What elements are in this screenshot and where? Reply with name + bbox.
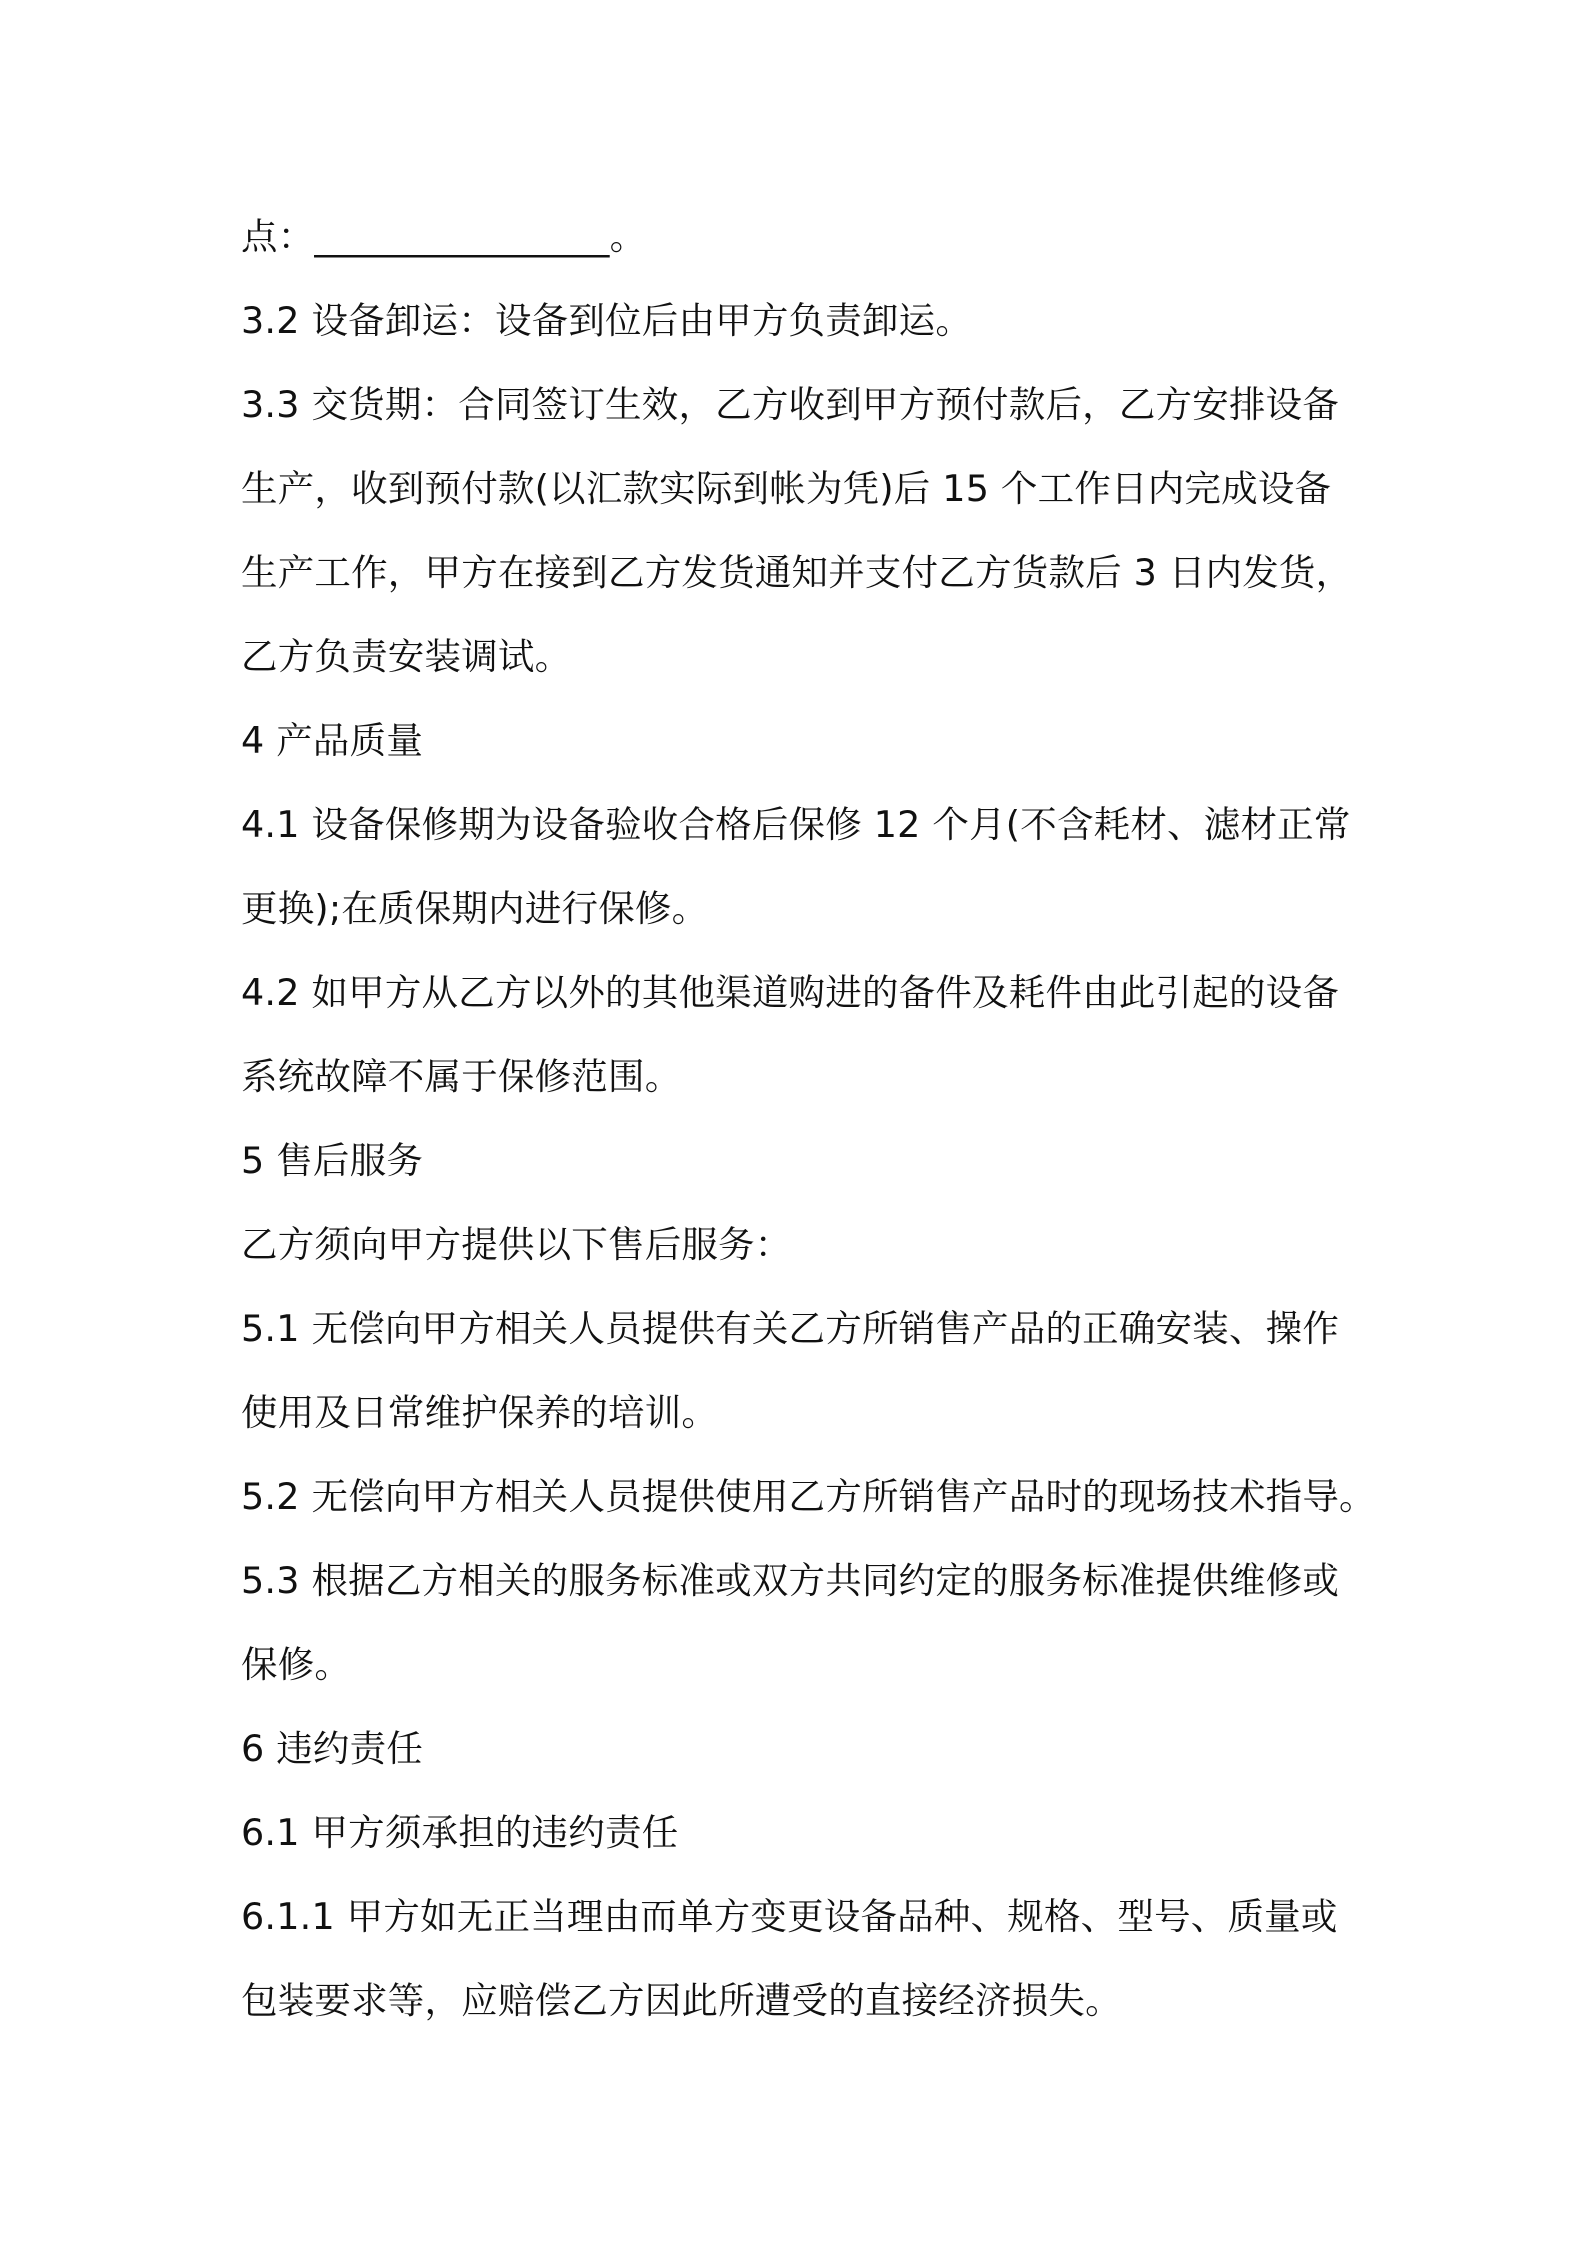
text-line-3-3-cont-3: 乙方负责安装调试。 <box>241 635 572 678</box>
text-line-5-intro: 乙方须向甲方提供以下售后服务： <box>241 1223 792 1266</box>
text-line-6-1: 6.1 甲方须承担的违约责任 <box>241 1811 679 1854</box>
document-body <box>241 195 1381 2043</box>
text-line-3-2: 3.2 设备卸运：设备到位后由甲方负责卸运。 <box>241 299 973 342</box>
text-line-3-3: 3.3 交货期：合同签订生效，乙方收到甲方预付款后，乙方安排设备 <box>241 383 1340 426</box>
text-line-5-1-cont: 使用及日常维护保养的培训。 <box>241 1391 719 1434</box>
section-heading-5: 5 售后服务 <box>241 1139 424 1182</box>
text-line-4-1: 4.1 设备保修期为设备验收合格后保修 12 个月(不含耗材、滤材正常 <box>241 803 1351 846</box>
text-line-delivery-location: 点：________________。 <box>241 215 647 258</box>
text-line-5-3-cont: 保修。 <box>241 1643 352 1686</box>
section-heading-4: 4 产品质量 <box>241 719 424 762</box>
text-line-5-2: 5.2 无偿向甲方相关人员提供使用乙方所销售产品时的现场技术指导。 <box>241 1475 1376 1518</box>
text-line-5-3: 5.3 根据乙方相关的服务标准或双方共同约定的服务标准提供维修或 <box>241 1559 1340 1602</box>
text-line-6-1-1: 6.1.1 甲方如无正当理由而单方变更设备品种、规格、型号、质量或 <box>241 1895 1338 1938</box>
text-line-4-2: 4.2 如甲方从乙方以外的其他渠道购进的备件及耗件由此引起的设备 <box>241 971 1340 1014</box>
text-line-6-1-1-cont: 包装要求等，应赔偿乙方因此所遭受的直接经济损失。 <box>241 1979 1122 2022</box>
text-line-4-2-cont: 系统故障不属于保修范围。 <box>241 1055 682 1098</box>
text-line-3-3-cont-1: 生产，收到预付款(以汇款实际到帐为凭)后 15 个工作日内完成设备 <box>241 467 1332 510</box>
text-line-3-3-cont-2: 生产工作，甲方在接到乙方发货通知并支付乙方货款后 3 日内发货， <box>241 551 1353 594</box>
text-line-4-1-cont: 更换);在质保期内进行保修。 <box>241 887 709 930</box>
section-heading-6: 6 违约责任 <box>241 1727 424 1770</box>
text-line-5-1: 5.1 无偿向甲方相关人员提供有关乙方所销售产品的正确安装、操作 <box>241 1307 1340 1350</box>
